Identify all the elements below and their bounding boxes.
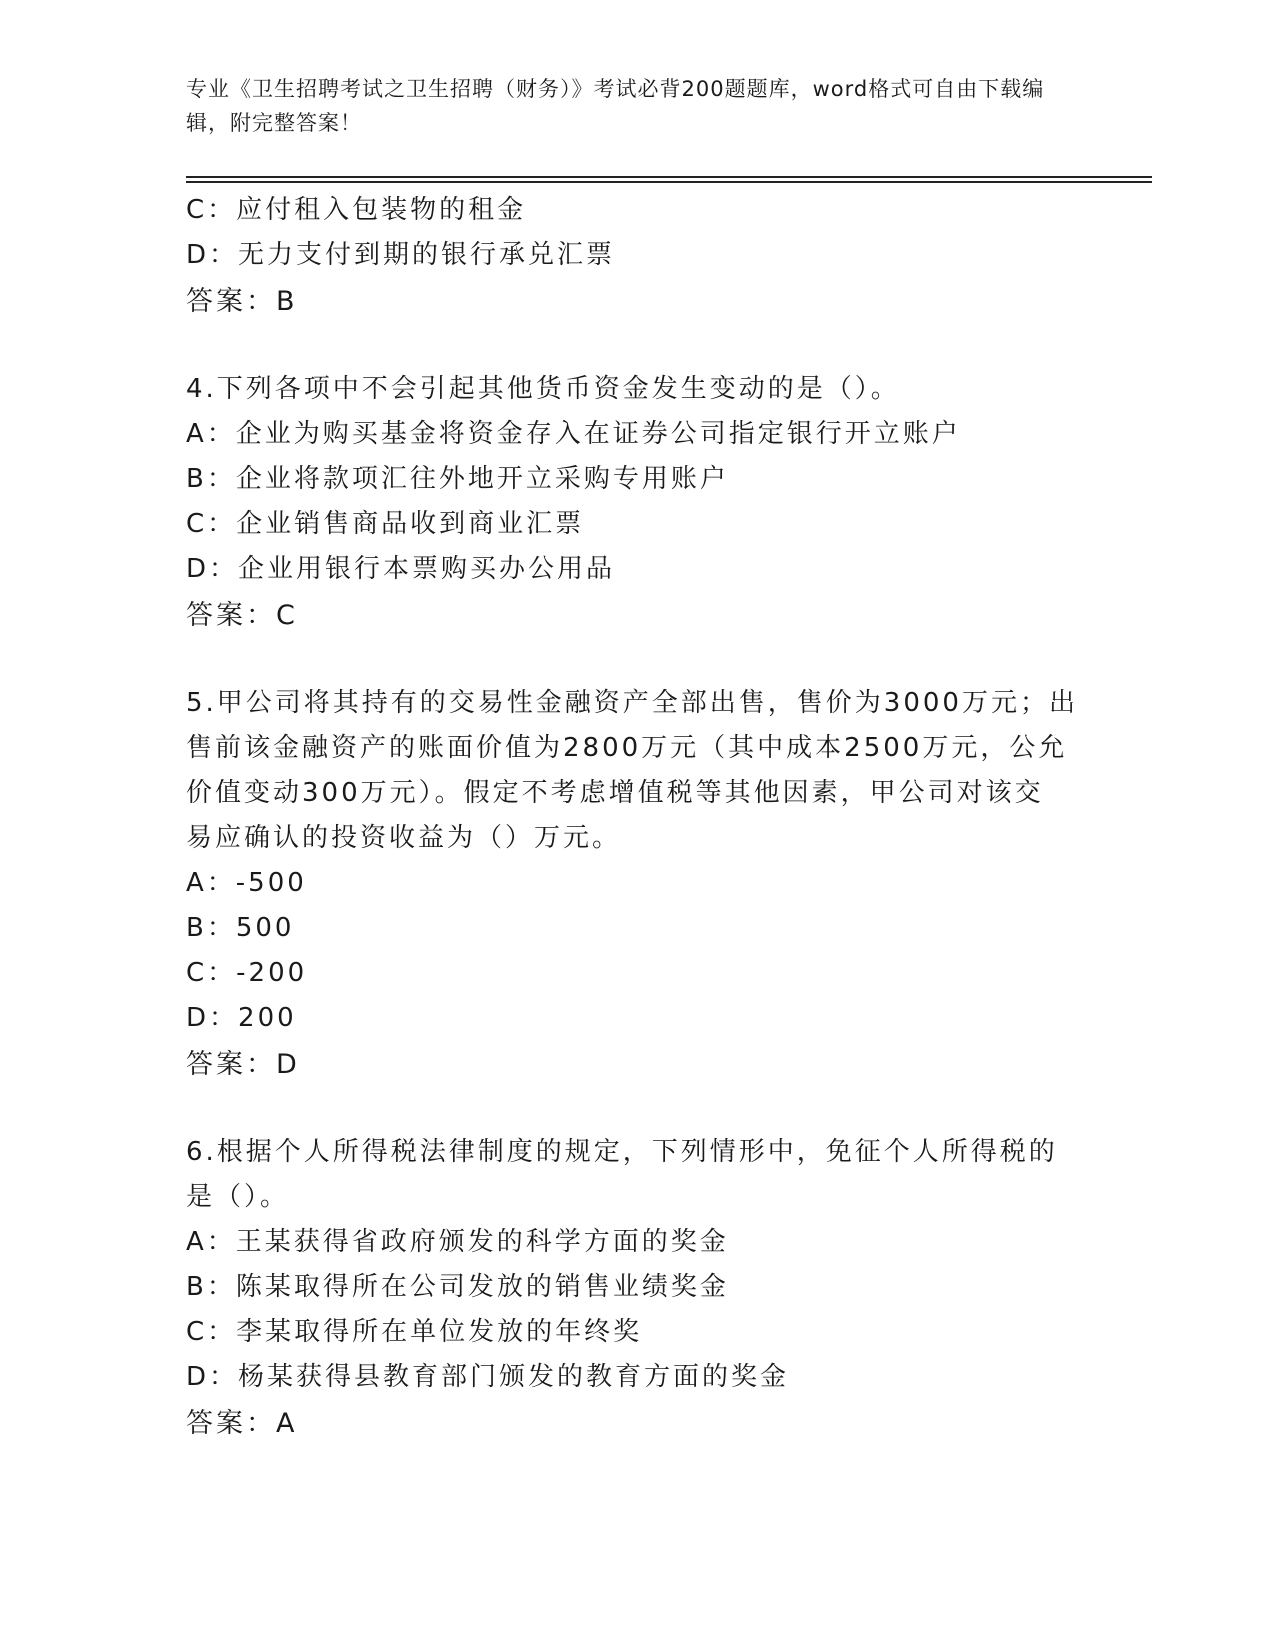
option-b: B：企业将款项汇往外地开立采购专用账户 [186,464,729,494]
question-6 [186,1130,1086,1447]
header-divider-bottom [186,181,1152,183]
option-d: D：杨某获得县教育部门颁发的教育方面的奖金 [186,1362,790,1392]
answer-line: 答案：B [186,286,298,317]
option-c: C：企业销售商品收到商业汇票 [186,509,585,539]
header-divider-top [186,176,1152,178]
spacer [186,1088,1086,1130]
option-c: C：-200 [186,958,308,988]
option-c: C：李某取得所在单位发放的年终奖 [186,1317,643,1347]
option-d: D：企业用银行本票购买办公用品 [186,554,616,584]
question-4 [186,367,1086,639]
question-list [186,188,1086,1447]
answer-line: 答案：C [186,600,298,631]
question-5 [186,681,1086,1088]
option-a: A：王某获得省政府颁发的科学方面的奖金 [186,1227,729,1257]
option-d: D：无力支付到期的银行承兑汇票 [186,240,616,270]
question-continued [186,188,1086,325]
answer-line: 答案：A [186,1408,298,1439]
option-a: A：企业为购买基金将资金存入在证券公司指定银行开立账户 [186,419,961,449]
question-stem-line: 是（）。 [186,1182,290,1212]
document-header [186,72,1066,140]
question-stem-line: 5.甲公司将其持有的交易性金融资产全部出售，售价为3000万元；出 [186,688,1078,718]
option-b: B：500 [186,913,295,943]
question-stem: 4.下列各项中不会引起其他货币资金发生变动的是（）。 [186,374,900,404]
spacer [186,639,1086,681]
answer-line: 答案：D [186,1049,300,1080]
option-b: B：陈某取得所在公司发放的销售业绩奖金 [186,1272,729,1302]
question-stem-line: 6.根据个人所得税法律制度的规定，下列情形中，免征个人所得税的 [186,1137,1058,1167]
option-d: D：200 [186,1003,297,1033]
spacer [186,325,1086,367]
question-stem-line: 售前该金融资产的账面价值为2800万元（其中成本2500万元，公允 [186,733,1068,763]
question-stem-line: 价值变动300万元）。假定不考虑增值税等其他因素，甲公司对该交 [186,778,1044,808]
option-a: A：-500 [186,868,307,898]
question-stem-line: 易应确认的投资收益为（）万元。 [186,823,622,853]
header-text: 专业《卫生招聘考试之卫生招聘（财务）》考试必背200题题库，word格式可自由下载编辑，附完整答案！ [186,77,1045,135]
option-c: C：应付租入包装物的租金 [186,195,527,225]
